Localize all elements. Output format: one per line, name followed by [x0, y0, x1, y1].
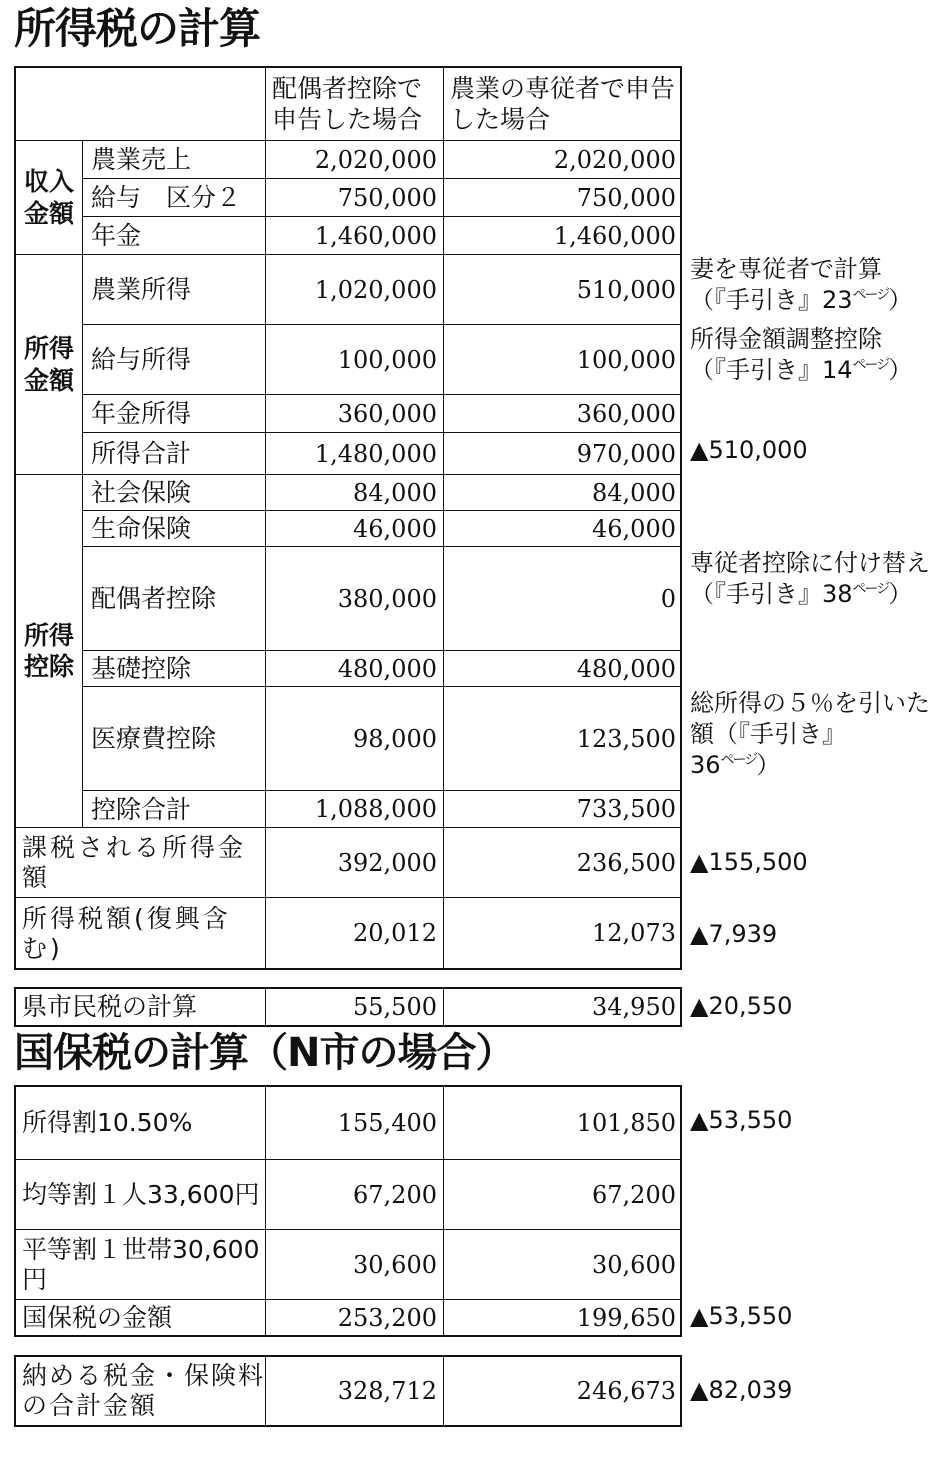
row-label: 給与所得: [91, 345, 192, 374]
table-row: [16, 1159, 680, 1230]
group-income: 収入金額: [16, 140, 83, 254]
table-row: [83, 394, 680, 433]
table-row: [83, 178, 680, 217]
row-value-1: 67,200: [265, 1160, 443, 1230]
note-salary-income: [690, 324, 930, 386]
row-value-1: 2,020,000: [265, 141, 443, 179]
row-label: 納める税金・保険料の合計金額: [22, 1361, 266, 1420]
row-value-2: 480,000: [443, 651, 680, 687]
header-col-spouse: 配偶者控除で申告した場合: [265, 68, 443, 140]
table-row: [16, 1087, 680, 1159]
row-value-2: 246,673: [443, 1357, 680, 1425]
row-value-1: 100,000: [265, 325, 443, 395]
diff-income-tax: ▲7,939: [690, 920, 778, 948]
note-spouse: [690, 548, 930, 610]
row-value-1: 392,000: [265, 828, 443, 898]
row-value-1: 328,712: [265, 1357, 443, 1425]
note-medical: [690, 688, 930, 782]
note-ref: （『手引き』$38^{ページ}$）: [690, 580, 913, 609]
row-label: 年金: [91, 221, 142, 250]
row-value-1: 1,460,000: [265, 217, 443, 255]
group-shotoku: 所得金額: [16, 254, 83, 474]
table-row: [83, 650, 680, 687]
nhi-tax-title: 国保税の計算（N市の場合）: [14, 1030, 515, 1076]
row-value-1: 253,200: [265, 1300, 443, 1336]
diff-resident: ▲20,550: [690, 992, 793, 1020]
note-ref: $36^{ページ}$）: [690, 751, 781, 780]
row-label: 県市民税の計算: [22, 992, 198, 1021]
row-label: 年金所得: [91, 399, 192, 428]
row-value-1: 1,020,000: [265, 255, 443, 325]
table-row: [16, 827, 680, 898]
diff-income-total: ▲510,000: [690, 436, 808, 464]
row-value-2: 1,460,000: [443, 217, 680, 255]
row-value-2: 2,020,000: [443, 141, 680, 179]
row-label: 均等割１人33,600円: [22, 1180, 260, 1209]
table-row: [16, 1299, 680, 1336]
diff-nhi-total: ▲53,550: [690, 1302, 793, 1330]
table-row: [16, 1357, 680, 1425]
row-label: 生命保険: [91, 514, 192, 543]
table-row: [83, 686, 680, 791]
row-value-2: 67,200: [443, 1160, 680, 1230]
row-value-2: 34,950: [443, 989, 680, 1025]
note-text: 所得金額調整控除: [690, 325, 882, 353]
note-ref: （『手引き』$23^{ページ}$）: [690, 286, 913, 315]
income-tax-title: 所得税の計算: [14, 4, 261, 53]
row-label: 国保税の金額: [22, 1303, 173, 1332]
row-value-2: 750,000: [443, 179, 680, 217]
row-value-1: 1,088,000: [265, 791, 443, 828]
row-label: 所得合計: [91, 439, 192, 468]
note-text: 妻を専従者で計算: [690, 255, 882, 283]
row-value-2: 101,850: [443, 1087, 680, 1159]
diff-income-div: ▲53,550: [690, 1106, 793, 1134]
row-value-1: 20,012: [265, 898, 443, 969]
header-blank: [16, 68, 265, 140]
table-row: [16, 989, 680, 1025]
note-ref: （『手引き』$14^{ページ}$）: [690, 356, 913, 385]
row-value-2: 970,000: [443, 433, 680, 475]
table-row: [83, 140, 680, 179]
row-label: 所得割10.50%: [22, 1108, 193, 1137]
row-label: 所得税額(復興含む): [22, 903, 231, 963]
row-label: 課税される所得金額: [22, 833, 247, 892]
diff-grand-total: ▲82,039: [690, 1376, 793, 1404]
table-header-row: [16, 68, 680, 140]
row-label: 平等割１世帯30,600円: [22, 1235, 260, 1294]
note-text: 総所得の５％を引いた額（『手引き』: [690, 689, 930, 749]
row-label: 基礎控除: [91, 654, 192, 683]
row-value-2: 12,073: [443, 898, 680, 969]
grand-total-table: [14, 1355, 682, 1427]
nhi-tax-table: [14, 1085, 682, 1337]
table-row: [83, 546, 680, 651]
row-value-1: 155,400: [265, 1087, 443, 1159]
row-value-2: 123,500: [443, 687, 680, 791]
table-row: [83, 254, 680, 325]
row-value-1: 55,500: [265, 989, 443, 1025]
row-value-2: 30,600: [443, 1230, 680, 1300]
row-value-1: 46,000: [265, 511, 443, 547]
diff-taxable: ▲155,500: [690, 848, 808, 876]
row-value-2: 84,000: [443, 475, 680, 511]
row-label: 農業売上: [91, 145, 192, 174]
row-value-1: 480,000: [265, 651, 443, 687]
note-farm-income: [690, 254, 930, 316]
row-value-2: 360,000: [443, 395, 680, 433]
resident-tax-table: [14, 987, 682, 1027]
row-label: 農業所得: [91, 275, 192, 304]
group-deduction: 所得控除: [16, 474, 83, 827]
row-value-2: 0: [443, 547, 680, 651]
row-value-1: 1,480,000: [265, 433, 443, 475]
row-label: 社会保険: [91, 478, 192, 507]
row-label: 医療費控除: [91, 724, 217, 753]
row-label: 給与 区分２: [91, 183, 242, 212]
table-row: [16, 1229, 680, 1300]
row-value-1: 360,000: [265, 395, 443, 433]
row-value-2: 46,000: [443, 511, 680, 547]
table-row: [83, 510, 680, 547]
table-row: [83, 790, 680, 828]
row-value-1: 98,000: [265, 687, 443, 791]
table-row: [83, 474, 680, 511]
income-tax-table: [14, 66, 682, 970]
row-value-2: 100,000: [443, 325, 680, 395]
row-value-1: 750,000: [265, 179, 443, 217]
table-row: [83, 216, 680, 255]
row-value-2: 733,500: [443, 791, 680, 828]
note-text: 専従者控除に付け替え: [690, 549, 930, 577]
row-value-2: 510,000: [443, 255, 680, 325]
row-value-2: 236,500: [443, 828, 680, 898]
row-label: 配偶者控除: [91, 584, 217, 613]
table-row: [16, 897, 680, 969]
row-value-1: 30,600: [265, 1230, 443, 1300]
row-label: 控除合計: [91, 794, 192, 824]
row-value-1: 84,000: [265, 475, 443, 511]
row-value-1: 380,000: [265, 547, 443, 651]
header-col-farmworker: 農業の専従者で申告した場合: [443, 68, 680, 140]
table-row: [83, 432, 680, 475]
row-value-2: 199,650: [443, 1300, 680, 1336]
table-row: [83, 324, 680, 395]
